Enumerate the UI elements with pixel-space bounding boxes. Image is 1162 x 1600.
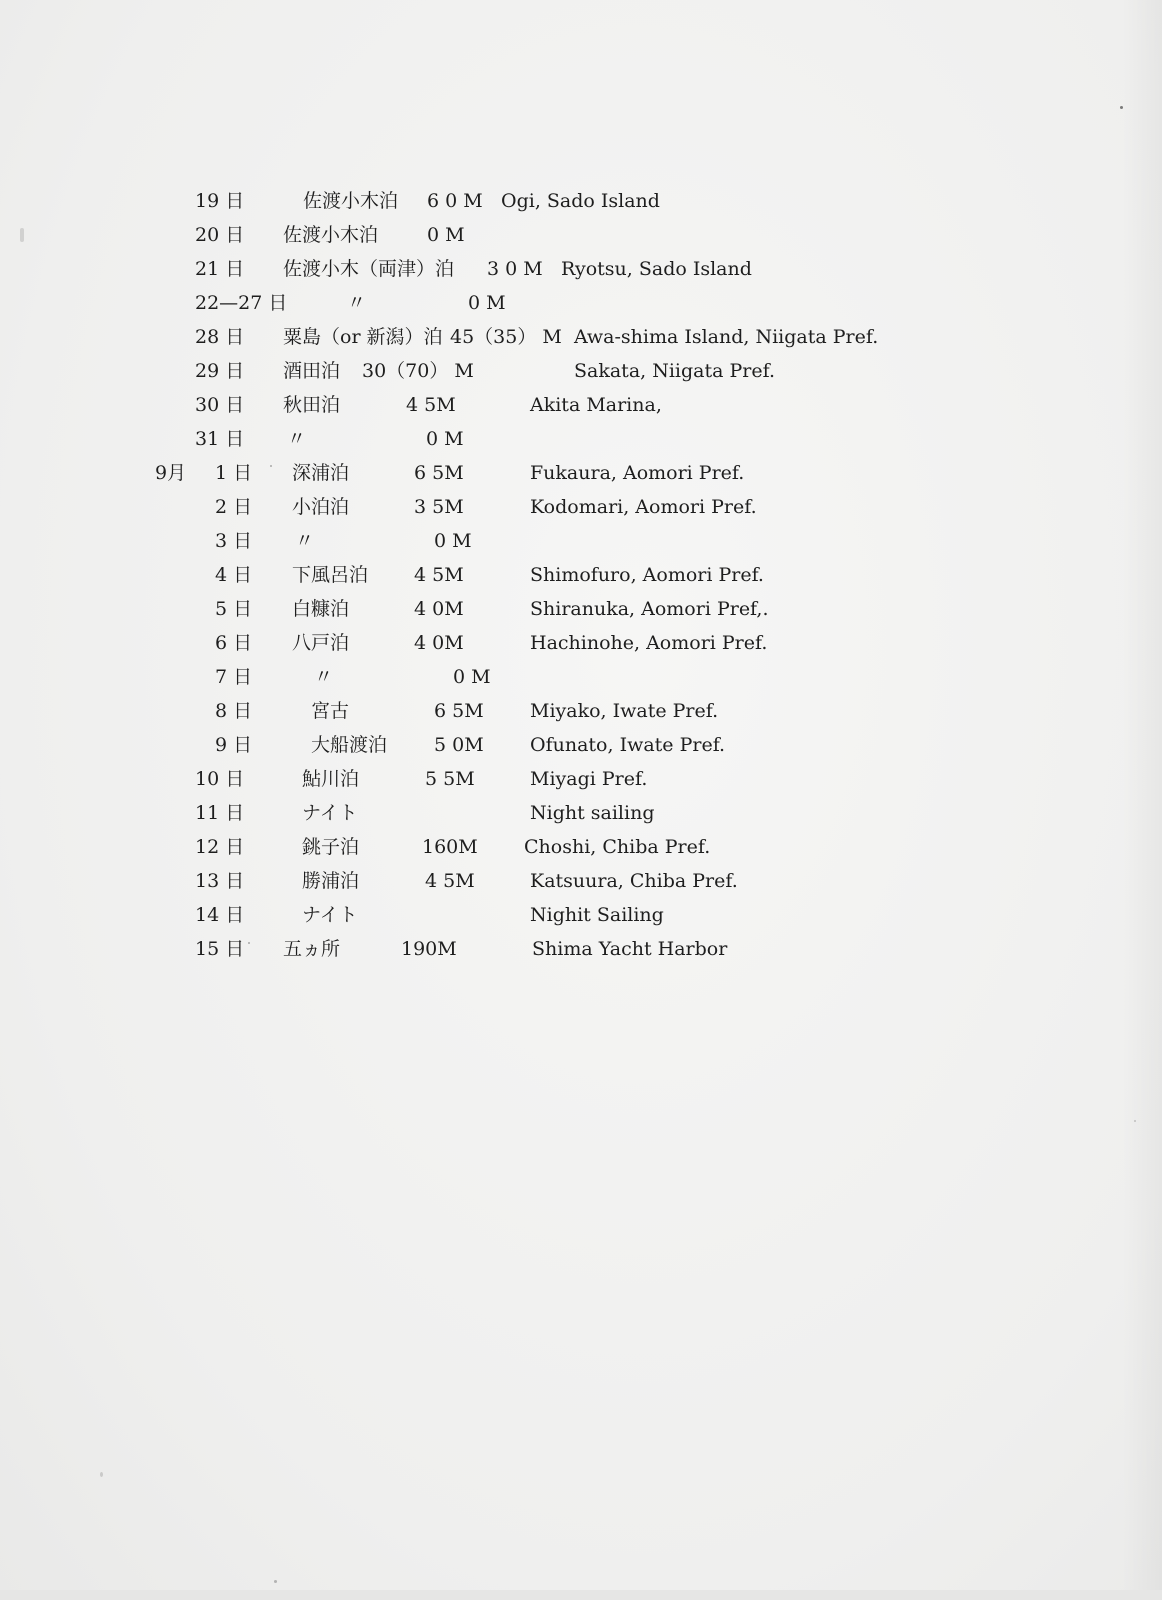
scan-speck	[100, 1472, 103, 1477]
place-en: Sakata, Niigata Pref.	[574, 360, 776, 382]
distance: 6 5M	[414, 462, 464, 484]
scan-speck	[274, 1580, 277, 1583]
place-jp: 〃	[295, 530, 315, 552]
place-en: Choshi, Chiba Pref.	[524, 836, 711, 858]
place-jp: 白糠泊	[292, 598, 350, 620]
day: 5 日	[215, 598, 253, 620]
place-en: Ofunato, Iwate Pref.	[530, 734, 726, 756]
scan-speck	[248, 942, 250, 944]
month: 9月	[155, 462, 187, 484]
place-jp: 下風呂泊	[292, 564, 369, 586]
distance: 6 5M	[434, 700, 484, 722]
day: 29 日	[195, 360, 245, 382]
distance: 30（70） M	[362, 360, 474, 382]
distance: 4 5M	[414, 564, 464, 586]
place-jp: 宮古	[311, 700, 350, 722]
day: 8 日	[215, 700, 253, 722]
distance: 0 M	[453, 666, 491, 688]
day: 9 日	[215, 734, 253, 756]
place-jp: 勝浦泊	[302, 870, 360, 892]
distance: 0 M	[434, 530, 472, 552]
place-jp: 鮎川泊	[302, 768, 360, 790]
place-jp: 銚子泊	[302, 836, 360, 858]
place-en: Hachinohe, Aomori Pref.	[530, 632, 768, 654]
scan-speck	[1134, 1120, 1136, 1122]
place-en: Awa-shima Island, Niigata Pref.	[574, 326, 879, 348]
day: 12 日	[195, 836, 245, 858]
scan-speck	[1120, 106, 1123, 109]
day: 7 日	[215, 666, 253, 688]
day: 6 日	[215, 632, 253, 654]
place-en: Night sailing	[530, 802, 655, 824]
place-en: Ogi, Sado Island	[501, 190, 660, 212]
day: 3 日	[215, 530, 253, 552]
place-jp: 八戸泊	[292, 632, 350, 654]
place-en: Miyagi Pref.	[530, 768, 648, 790]
place-jp: ナイト	[302, 802, 358, 824]
day: 10 日	[195, 768, 245, 790]
day: 11 日	[195, 802, 245, 824]
place-en: Shimofuro, Aomori Pref.	[530, 564, 764, 586]
place-jp: 秋田泊	[283, 394, 341, 416]
place-jp: 〃	[287, 428, 307, 450]
distance: 3 0 M	[487, 258, 543, 280]
day: 1 日	[215, 462, 253, 484]
place-en: Kodomari, Aomori Pref.	[530, 496, 757, 518]
scan-bottom-edge	[0, 1590, 1162, 1600]
place-jp: 大船渡泊	[311, 734, 388, 756]
scan-edge-shadow	[1122, 0, 1162, 1600]
day: 21 日	[195, 258, 245, 280]
place-jp: 酒田泊	[283, 360, 341, 382]
day: 30 日	[195, 394, 245, 416]
day: 13 日	[195, 870, 245, 892]
place-en: Ryotsu, Sado Island	[561, 258, 752, 280]
place-jp: 粟島（or 新潟）泊	[283, 326, 443, 348]
place-en: Shiranuka, Aomori Pref,.	[530, 598, 769, 620]
place-en: Katsuura, Chiba Pref.	[530, 870, 738, 892]
distance: 4 5M	[425, 870, 475, 892]
distance: 5 5M	[425, 768, 475, 790]
place-jp: ナイト	[302, 904, 358, 926]
place-jp: 五ヵ所	[283, 938, 341, 960]
day: 28 日	[195, 326, 245, 348]
distance: 0 M	[427, 224, 465, 246]
place-jp: 佐渡小木泊	[283, 224, 379, 246]
day: 14 日	[195, 904, 245, 926]
place-en: Shima Yacht Harbor	[532, 938, 728, 960]
place-jp: 深浦泊	[292, 462, 350, 484]
distance: 0 M	[468, 292, 506, 314]
place-jp: 〃	[347, 292, 367, 314]
day: 20 日	[195, 224, 245, 246]
day: 2 日	[215, 496, 253, 518]
scan-speck	[270, 465, 272, 467]
day: 31 日	[195, 428, 245, 450]
distance: 6 0 M	[427, 190, 483, 212]
place-en: Akita Marina,	[530, 394, 662, 416]
place-jp: 〃	[314, 666, 334, 688]
distance: 5 0M	[434, 734, 484, 756]
day: 19 日	[195, 190, 245, 212]
place-jp: 小泊泊	[292, 496, 350, 518]
place-jp: 佐渡小木泊	[303, 190, 399, 212]
day: 4 日	[215, 564, 253, 586]
distance: 160M	[422, 836, 478, 858]
place-en: Fukaura, Aomori Pref.	[530, 462, 745, 484]
distance: 45（35） M	[450, 326, 562, 348]
distance: 4 0M	[414, 632, 464, 654]
distance: 0 M	[426, 428, 464, 450]
distance: 4 5M	[406, 394, 456, 416]
place-en: Nighit Sailing	[530, 904, 664, 926]
place-en: Miyako, Iwate Pref.	[530, 700, 719, 722]
scan-speck	[20, 228, 24, 242]
distance: 3 5M	[414, 496, 464, 518]
day: 22—27 日	[195, 292, 288, 314]
place-jp: 佐渡小木（両津）泊	[283, 258, 455, 280]
distance: 4 0M	[414, 598, 464, 620]
day: 15 日	[195, 938, 245, 960]
distance: 190M	[401, 938, 457, 960]
